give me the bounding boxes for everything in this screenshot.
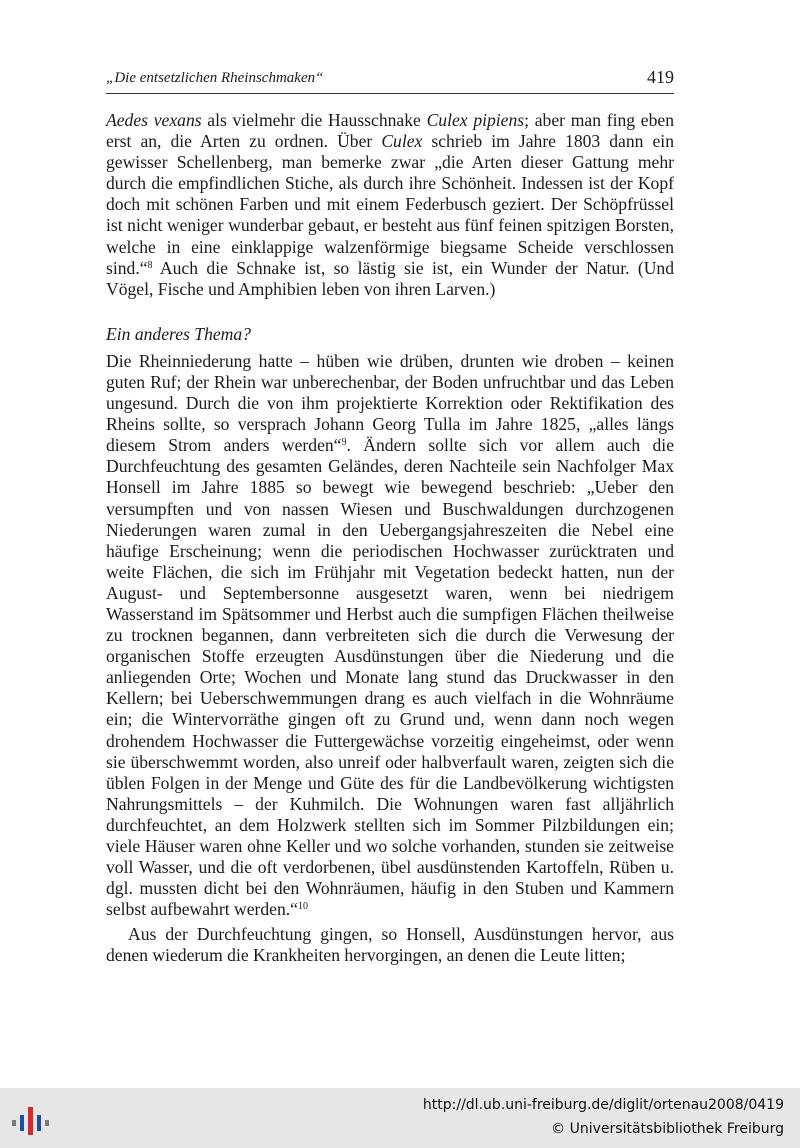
viewer-footer <box>0 1088 800 1148</box>
species-name: Aedes vexans <box>106 110 202 130</box>
text-run: als vielmehr die Hausschnake <box>201 110 427 130</box>
section-heading: Ein anderes Thema? <box>106 323 251 344</box>
text-run: Auch die Schnake ist, so lästig sie ist, ein Wunder der Natur. (Und Vögel, Fische und Amphibien leben von ihren Larven.) <box>106 257 674 299</box>
body-text <box>106 110 674 967</box>
genus-name: Culex <box>381 131 423 152</box>
text-run: ; aber man fing eben erst an, die Arten zu ordnen. Über <box>106 110 674 152</box>
paragraph-1 <box>106 110 674 300</box>
footnote-ref: 10 <box>298 901 308 913</box>
text-run: . Ändern sollte sich vor allem auch die Durchfeuchtung des gesamten Geländes, deren Nachteile sein Nachfolger Max Honsell im Jahre 1885 so bewegt wie bewegend beschrieb: „Ueber den versumpften und von nassen Wiesen und Buschwaldungen durchzogenen Niederungen waren zumal in den Uebergangsjahreszeiten die Nebel eine häufige Erscheinung; wenn die periodischen Hochwasser zurücktraten und weite Flächen, die sich im Frühjahr mit Vegetation bedeckt hatten, nun der August- und Septembersonne ausgesetzt waren, wenn bei niedrigem Wasserstand im Spätsommer und Herbst auch die sumpfigen Flächen theilweise zu trocknen begannen, dann verbreiteten sich die durch die Verwesung der organischen Stoffe erzeugten Ausdünstungen über die Niederung und die anliegenden Orte; Wochen und Monate lang stund das Druckwasser in den Kellern; bei Ueberschwemmungen drang es auch vielfach in die Wohnräume ein; die Wintervorräthe gingen oft zu Grund und, wenn dann noch wegen drohendem Hochwasser die Futtergewächse vorzeitig eingeheimst, oder wenn sie überschwemmt worden, also unreif oder halbverfault waren, zeigten sich die üblen Folgen in der Menge und Güte des für die Landbevölkerung wichtigsten Nahrungsmittels – der Kuhmilch. Die Wohnungen waren fast alljährlich durchfeuchtet, an dem Holzwerk stellten sich im Sommer Pilzbildungen ein; viele Häuser waren ohne Keller und wo solche vorhanden, stunden sie zeitweise voll Wasser, und die oft verdorbenen, übel ausdünstenden Kartoffeln, Rüben u. dgl. mussten dicht bei den Wohnräumen, häufig in den Stuben und Kammern selbst aufbewahrt werden.“ <box>106 435 675 920</box>
paragraph-2 <box>106 351 674 921</box>
text-run: Die Rheinniederung hatte – hüben wie drüben, drunten wie droben – keinen guten Ruf; der Rhein war unberechenbar, der Boden unfruchtbar und das Leben ungesund. Durch die von ihm projektierte Korrektion oder Rektifikation des Rheins sollte, so versprach Johann Georg Tulla im Jahre 1825, „alles längs diesem Strom anders werden“ <box>106 350 674 456</box>
paragraph-3: Aus der Durchfeuchtung gingen, so Honsell, Ausdünstungen hervor, aus denen wiederum die Krankheiten hervorgingen, an denen die Leute litten; <box>106 924 674 966</box>
footnote-ref: 9 <box>341 437 347 449</box>
copyright-notice: © Universitätsbibliothek Freiburg <box>551 1121 784 1137</box>
header-rule <box>106 93 674 94</box>
ub-freiburg-logo-icon <box>10 1104 50 1136</box>
page-number: 419 <box>647 67 674 87</box>
footnote-ref: 8 <box>147 259 153 271</box>
running-title: „Die entsetzlichen Rheinschmaken“ <box>106 70 324 86</box>
document-url-link[interactable]: http://dl.ub.uni-freiburg.de/diglit/ortenau2008/0419 <box>422 1097 784 1113</box>
text-run: schrieb im Jahre 1803 dann ein gewisser Schellenberg, man bemerke zwar „die Arten dieser Gattung mehr durch die empfindlichen Stiche, als durch ihre Schönheit. Indessen ist der Kopf doch mit schönen Farben und mit einem Federbusch geziert. Der Schöpfrüssel ist nicht weniger wunderbar gebaut, er besteht aus fünf feinen spitzigen Borsten, welche in eine einklappige walzenförmige biegsame Scheide verschlossen sind.“ <box>106 131 674 278</box>
running-head <box>106 67 674 92</box>
species-name: Culex pipiens <box>426 110 525 130</box>
